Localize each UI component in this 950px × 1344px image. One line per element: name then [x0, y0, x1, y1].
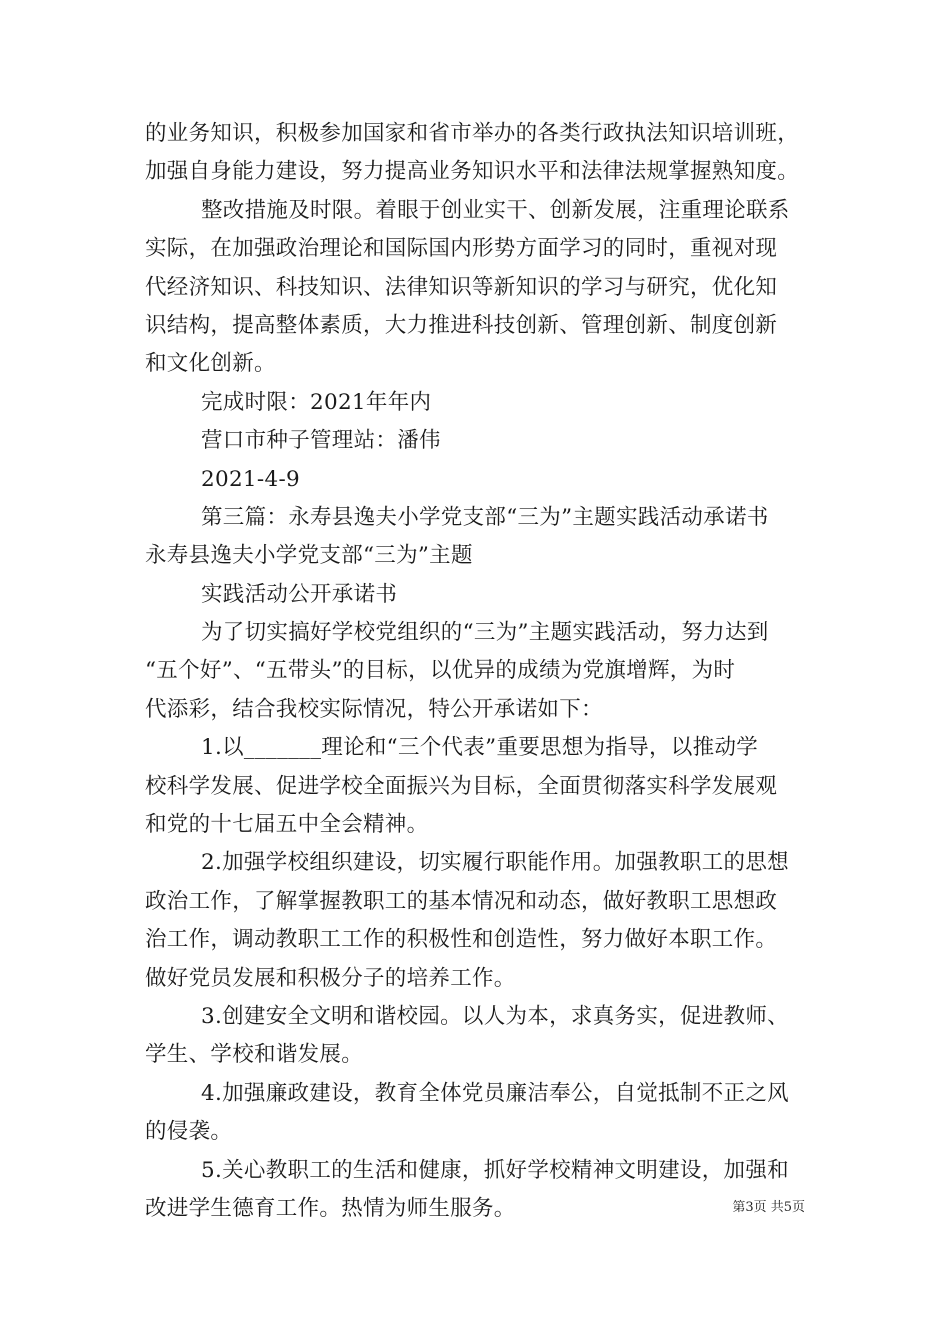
text-line: 整改措施及时限。着眼于创业实干、创新发展，注重理论联系 [201, 197, 790, 223]
text-line: 学生、学校和谐发展。 [145, 1042, 364, 1068]
text-line: 代添彩，结合我校实际情况，特公开承诺如下： [145, 696, 603, 722]
text-line: 加强自身能力建设，努力提高业务知识水平和法律法规掌握熟知度。 [145, 159, 800, 185]
text-line: 实践活动公开承诺书 [201, 581, 398, 607]
text-line: 5.关心教职工的生活和健康，抓好学校精神文明建设，加强和 [201, 1157, 789, 1183]
text-line: 代经济知识、科技知识、法律知识等新知识的学习与研究，优化知 [145, 274, 778, 300]
text-line: 和文化创新。 [145, 351, 276, 377]
text-line: “五个好”、“五带头”的目标，以优异的成绩为党旗增辉，为时 [145, 658, 736, 684]
text-line: 和党的十七届五中全会精神。 [145, 812, 429, 838]
text-line: 完成时限：2021年年内 [201, 389, 432, 415]
text-line: 3.创建安全文明和谐校园。以人为本，求真务实，促进教师、 [201, 1003, 789, 1029]
text-line: 永寿县逸夫小学党支部“三为”主题 [145, 543, 473, 569]
text-line: 做好党员发展和积极分子的培养工作。 [145, 965, 516, 991]
text-line: 实际，在加强政治理论和国际国内形势方面学习的同时，重视对现 [145, 236, 778, 262]
text-line: 的侵袭。 [145, 1119, 233, 1145]
page-number: 第3页 共5页 [732, 1200, 805, 1215]
text-line: 的业务知识，积极参加国家和省市举办的各类行政执法知识培训班， [145, 121, 800, 146]
text-line: 为了切实搞好学校党组织的“三为”主题实践活动，努力达到 [201, 620, 769, 646]
text-line: 1.以_______理论和“三个代表”重要思想为指导，以推动学 [201, 735, 759, 761]
text-line: 识结构，提高整体素质，大力推进科技创新、管理创新、制度创新 [145, 312, 778, 338]
text-line: 营口市种子管理站：潘伟 [201, 428, 441, 454]
text-line: 4.加强廉政建设，教育全体党员廉洁奉公，自觉抵制不正之风 [201, 1080, 789, 1106]
text-line: 校科学发展、促进学校全面振兴为目标，全面贯彻落实科学发展观 [145, 773, 778, 799]
text-line: 2021-4-9 [201, 466, 301, 492]
text-line: 政治工作，了解掌握教职工的基本情况和动态，做好教职工思想政 [145, 888, 778, 914]
text-line: 改进学生德育工作。热情为师生服务。 [145, 1195, 516, 1221]
text-line: 第三篇：永寿县逸夫小学党支部“三为”主题实践活动承诺书 [201, 504, 769, 530]
text-line: 治工作，调动教职工工作的积极性和创造性，努力做好本职工作。 [145, 927, 778, 953]
document-body [145, 115, 810, 1228]
text-line: 2.加强学校组织建设，切实履行职能作用。加强教职工的思想 [201, 850, 789, 876]
